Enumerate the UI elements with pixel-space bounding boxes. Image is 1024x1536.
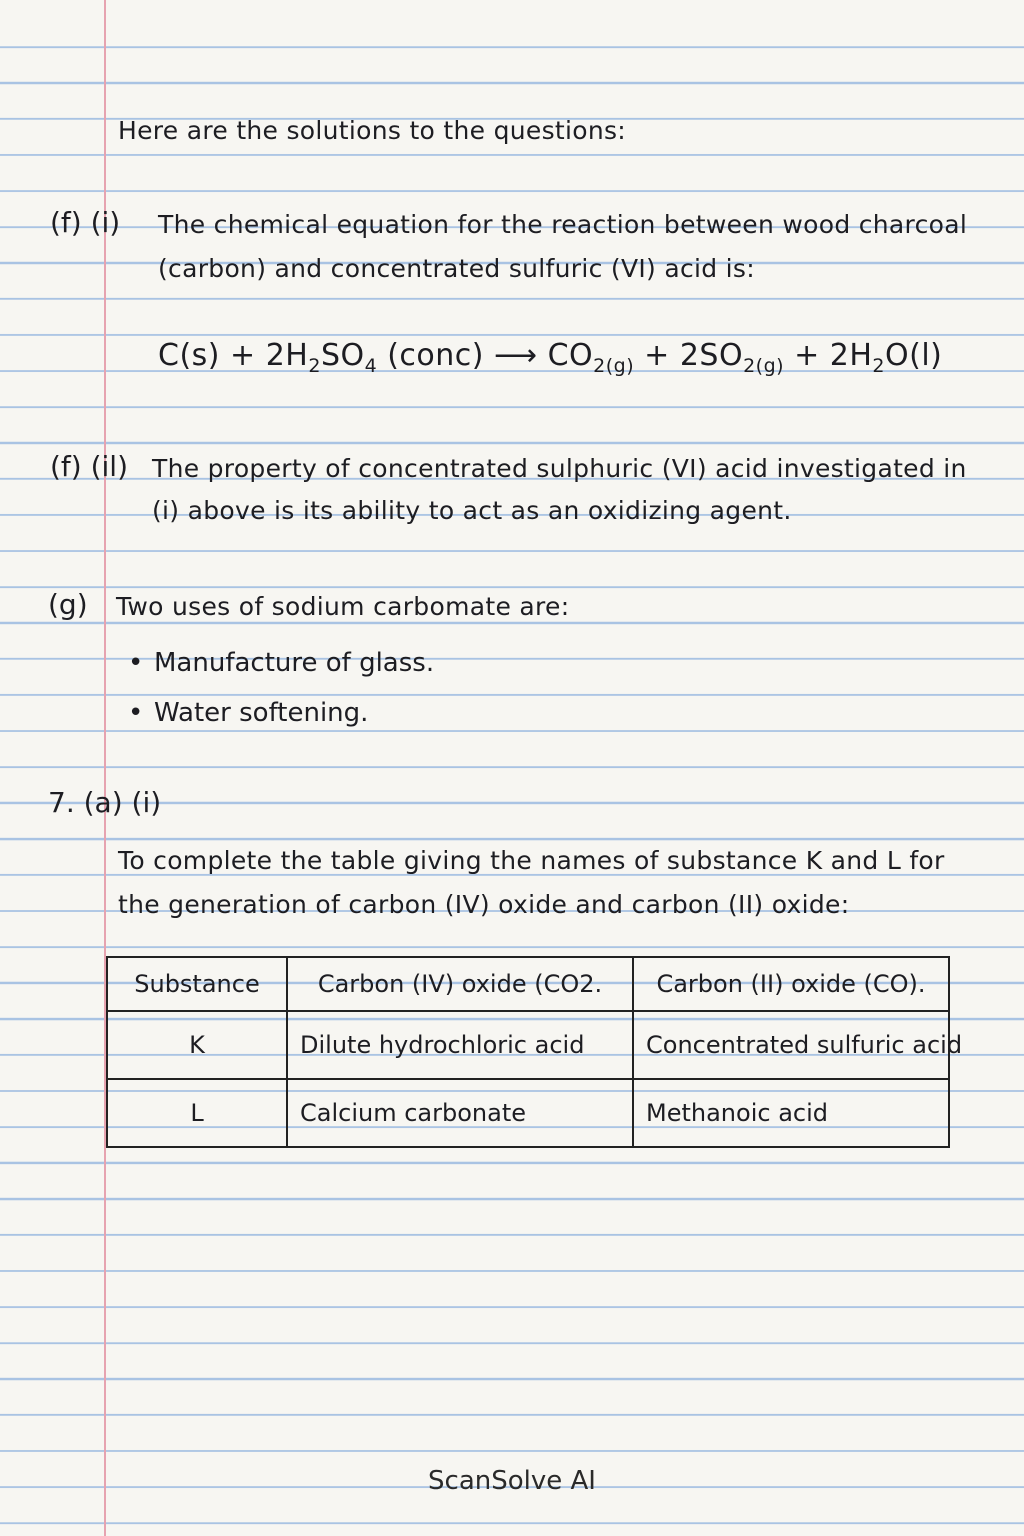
f-ii-line-1: The property of concentrated sulphuric (VI) acid investigated in (152, 454, 967, 483)
table-cell: L (107, 1079, 287, 1147)
table-header: Carbon (IV) oxide (CO2. (287, 957, 633, 1011)
table-header: Carbon (II) oxide (CO). (633, 957, 949, 1011)
substance-table (106, 956, 963, 1148)
table-cell: Concentrated sulfuric acid (633, 1011, 949, 1079)
label-q7: 7. (a) (i) (48, 786, 162, 819)
table-row (107, 1079, 949, 1147)
table-cell: Dilute hydrochloric acid (287, 1011, 633, 1079)
g-line-1: Two uses of sodium carbomate are: (116, 592, 570, 621)
list-item: • Water softening. (128, 698, 369, 728)
q7-line-1: To complete the table giving the names of substance K and L for (118, 846, 945, 875)
table-cell: Methanoic acid (633, 1079, 949, 1147)
table-cell: Calcium carbonate (287, 1079, 633, 1147)
table-header: Substance (107, 957, 287, 1011)
chemical-equation: $C(s) + 2H_2SO_4$ (conc) ⟶ $CO_{2(g)} + 2SO_{2(g)} + 2H_2O(l)$ (158, 338, 943, 377)
table-row (107, 1011, 949, 1079)
intro-text: Here are the solutions to the questions: (118, 116, 627, 145)
label-f-ii: (f) (il) (50, 450, 129, 483)
f-ii-line-2: (i) above is its ability to act as an oxidizing agent. (152, 496, 792, 525)
watermark: ScanSolve AI (428, 1466, 596, 1496)
list-item: • Manufacture of glass. (128, 648, 435, 678)
f-i-line-2: (carbon) and concentrated sulfuric (VI) acid is: (158, 254, 755, 283)
label-f-i: (f) (i) (50, 206, 121, 239)
f-i-line-1: The chemical equation for the reaction between wood charcoal (158, 210, 968, 239)
table-cell: K (107, 1011, 287, 1079)
table-header-row (107, 957, 949, 1011)
label-g: (g) (48, 588, 88, 621)
q7-line-2: the generation of carbon (IV) oxide and carbon (II) oxide: (118, 890, 850, 919)
